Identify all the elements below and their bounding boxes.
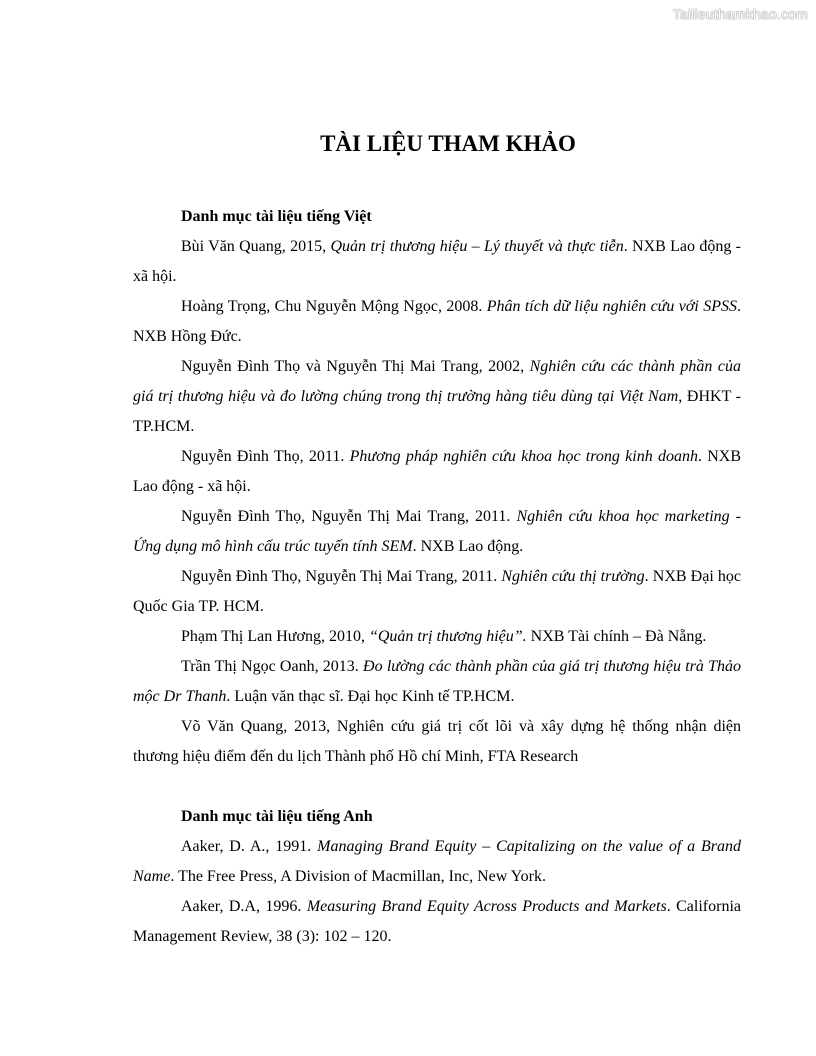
reference-entry: Phạm Thị Lan Hương, 2010, “Quản trị thương hiệu”. NXB Tài chính – Đà Nẵng. [181, 628, 707, 645]
section-heading-english: Danh mục tài liệu tiếng Anh [181, 808, 373, 825]
reference-entry: Bùi Văn Quang, 2015, Quản trị thương hiệu – Lý thuyết và thực tiễn. NXB Lao động - xã hội. [133, 238, 742, 285]
section-spacer [133, 772, 741, 802]
reference-entry: Nguyễn Đình Thọ, 2011. Phương pháp nghiên cứu khoa học trong kinh doanh. NXB Lao động - xã hội. [133, 448, 742, 495]
reference-entry: Trần Thị Ngọc Oanh, 2013. Đo lường các thành phần của giá trị thương hiệu trà Thảo mộc Dr Thanh. Luận văn thạc sĩ. Đại học Kinh tế TP.HCM. [133, 658, 741, 705]
reference-list [133, 202, 741, 952]
reference-entry: Võ Văn Quang, 2013, Nghiên cứu giá trị cốt lõi và xây dựng hệ thống nhận diện thương hiệu điểm đến du lịch Thành phố Hồ chí Minh, FTA Research [133, 718, 741, 765]
reference-entry: Aaker, D.A, 1996. Measuring Brand Equity Across Products and Markets. California Management Review, 38 (3): 102 – 120. [133, 898, 741, 945]
reference-entry: Nguyễn Đình Thọ, Nguyễn Thị Mai Trang, 2011. Nghiên cứu khoa học marketing - Ứng dụng mô hình cấu trúc tuyến tính SEM. NXB Lao động. [133, 508, 741, 555]
reference-entry: Nguyễn Đình Thọ, Nguyễn Thị Mai Trang, 2011. Nghiên cứu thị trường. NXB Đại học Quốc Gia TP. HCM. [133, 568, 742, 615]
section-heading-vietnamese: Danh mục tài liệu tiếng Việt [181, 208, 372, 225]
reference-entry: Aaker, D. A., 1991. Managing Brand Equity – Capitalizing on the value of a Brand Name. The Free Press, A Division of Macmillan, Inc, New York. [133, 838, 741, 885]
watermark: Tailieuthamkhao.com [672, 6, 808, 22]
reference-entry: Nguyễn Đình Thọ và Nguyễn Thị Mai Trang, 2002, Nghiên cứu các thành phần của giá trị thương hiệu và đo lường chúng trong thị trường hàng tiêu dùng tại Việt Nam, ĐHKT - TP.HCM. [133, 358, 742, 435]
page-title: TÀI LIỆU THAM KHẢO [320, 131, 576, 156]
reference-entry: Hoàng Trọng, Chu Nguyễn Mộng Ngọc, 2008. Phân tích dữ liệu nghiên cứu với SPSS. NXB Hồng Đức. [133, 298, 742, 345]
